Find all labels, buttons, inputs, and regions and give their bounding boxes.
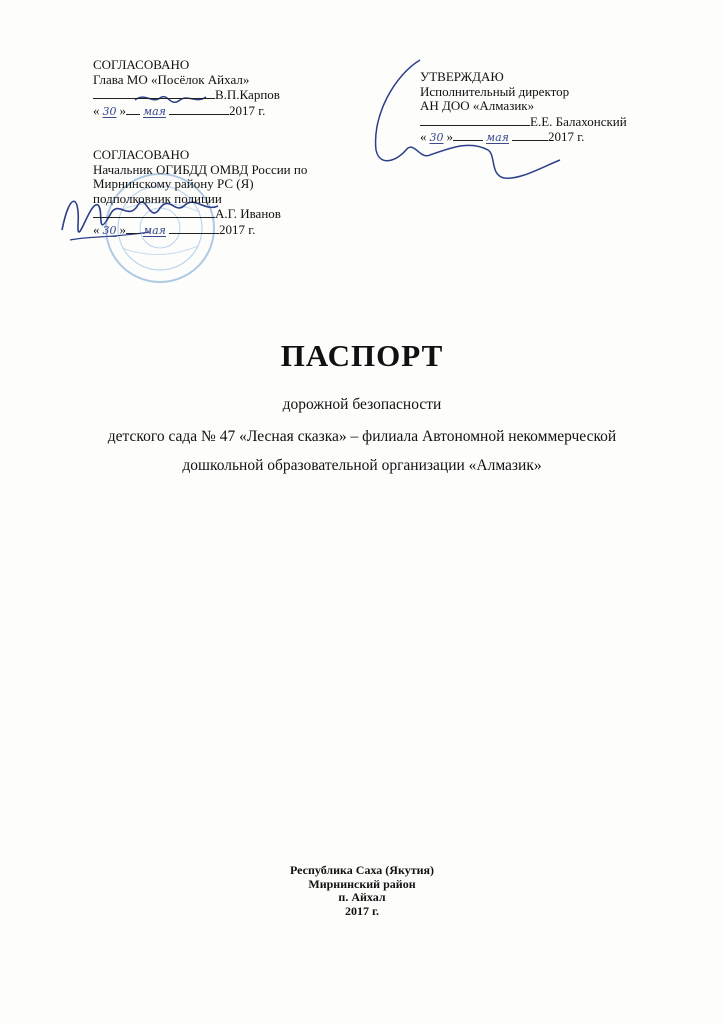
approval-position-line1: Исполнительный директор [420,83,570,99]
approval-heading: СОГЛАСОВАНО [93,147,190,162]
approval-month: мая [143,104,166,118]
document-subtitle-line1: дорожной безопасности [282,396,442,413]
footer-settlement: п. Айхал [338,890,386,904]
approval-date: « 30 » мая 2017 г. [420,129,585,144]
approval-year: 2017 г. [547,129,585,144]
document-footer [0,864,724,918]
approval-month: мая [486,131,509,144]
approval-position-line2: Мирнинскому району РС (Я) [93,176,254,191]
approval-day: 30 [102,223,117,237]
approval-heading: УТВЕРЖДАЮ [420,69,504,84]
approval-position: Глава МО «Посёлок Айхал» [93,71,250,87]
approval-signature-line [420,114,627,130]
approval-day: 30 [102,104,117,118]
footer-region: Республика Саха (Якутия) [289,863,435,877]
approval-heading: СОГЛАСОВАНО [93,57,190,72]
approval-month: мая [143,223,166,237]
approver-name: В.П.Карпов [215,87,280,102]
approval-executive-director [420,70,627,146]
approval-signature-line [93,206,307,222]
approval-signature-line [93,87,280,103]
document-title: ПАСПОРТ [280,338,444,373]
approver-name: Е.Е. Балахонский [530,113,627,129]
approval-position-line2: АН ДОО «Алмазик» [420,98,535,113]
footer-year: 2017 г. [344,903,380,918]
document-subtitle-line3: дошкольной образовательной организации «Алмазик» [182,457,542,474]
approval-date: « 30 » мая 2017 г. [93,221,256,237]
approval-day: 30 [429,131,444,144]
footer-district: Мирнинский район [308,876,416,891]
approval-year: 2017 г. [218,221,256,237]
approval-year: 2017 г. [228,102,266,118]
approval-date: « 30 » мая 2017 г. [93,102,266,118]
approver-name: А.Г. Иванов [215,206,281,221]
approval-position-line1: Начальник ОГИБДД ОМВД России по [93,161,308,177]
approval-head-of-municipality [93,58,280,119]
document-subtitle-line2: детского сада № 47 «Лесная сказка» – филиала Автономной некоммерческой [107,428,617,445]
approval-traffic-police [93,148,307,238]
approval-rank: подполковник полиции [93,190,222,206]
